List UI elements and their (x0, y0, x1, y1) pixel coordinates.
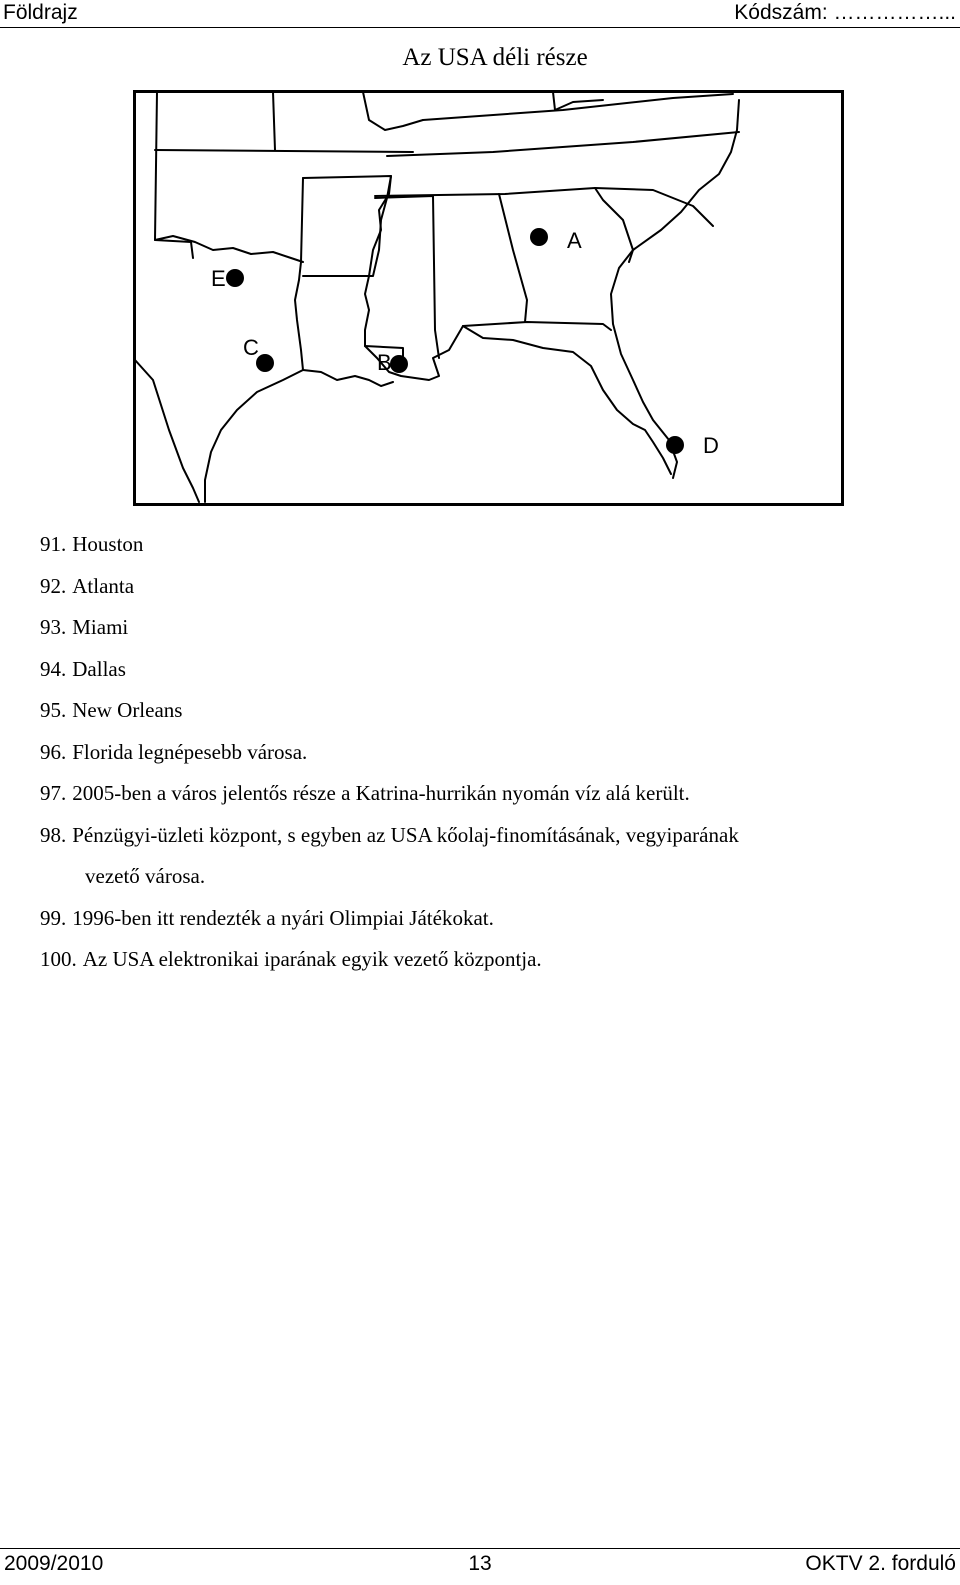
city-label-c: C (243, 335, 259, 360)
question-99: 99. 1996-ben itt rendezték a nyári Olimpiai Játékokat. (40, 905, 494, 930)
code-label: Kódszám: ……………... (734, 1, 956, 24)
school-year: 2009/2010 (4, 1552, 104, 1575)
subject-label: Földrajz (3, 1, 78, 24)
question-94: 94. Dallas (40, 656, 126, 681)
city-label-e: E (211, 266, 226, 291)
question-92: 92. Atlanta (40, 573, 135, 598)
question-95: 95. New Orleans (40, 698, 183, 722)
page-header (0, 0, 960, 28)
question-100: 100. Az USA elektronikai iparának egyik vezető központja. (40, 947, 542, 971)
question-98-continuation: vezető városa. (85, 864, 206, 888)
city-dot-d (666, 436, 684, 454)
city-label-a: A (567, 228, 582, 253)
city-dot-a (530, 228, 548, 246)
question-98: 98. Pénzügyi-üzleti központ, s egyben az USA kőolaj-finomításának, vegyiparának (40, 822, 739, 847)
city-label-d: D (703, 433, 719, 458)
page-number: 13 (468, 1552, 492, 1575)
footer-divider (0, 1548, 960, 1549)
question-93: 93. Miami (40, 615, 129, 639)
header-divider (0, 27, 960, 28)
page-footer (0, 1548, 960, 1585)
question-96: 96. Florida legnépesebb városa. (40, 739, 308, 764)
southern-usa-map (133, 90, 845, 508)
question-91: 91. Houston (40, 532, 144, 556)
competition-round: OKTV 2. forduló (805, 1552, 956, 1575)
city-dot-e (226, 269, 244, 287)
question-list (40, 524, 940, 981)
city-label-b: B (377, 350, 392, 375)
city-dot-b (390, 355, 408, 373)
question-97: 97. 2005-ben a város jelentős része a Katrina-hurrikán nyomán víz alá került. (40, 781, 690, 805)
page-title: Az USA déli része (402, 44, 588, 71)
map-frame (135, 92, 843, 505)
